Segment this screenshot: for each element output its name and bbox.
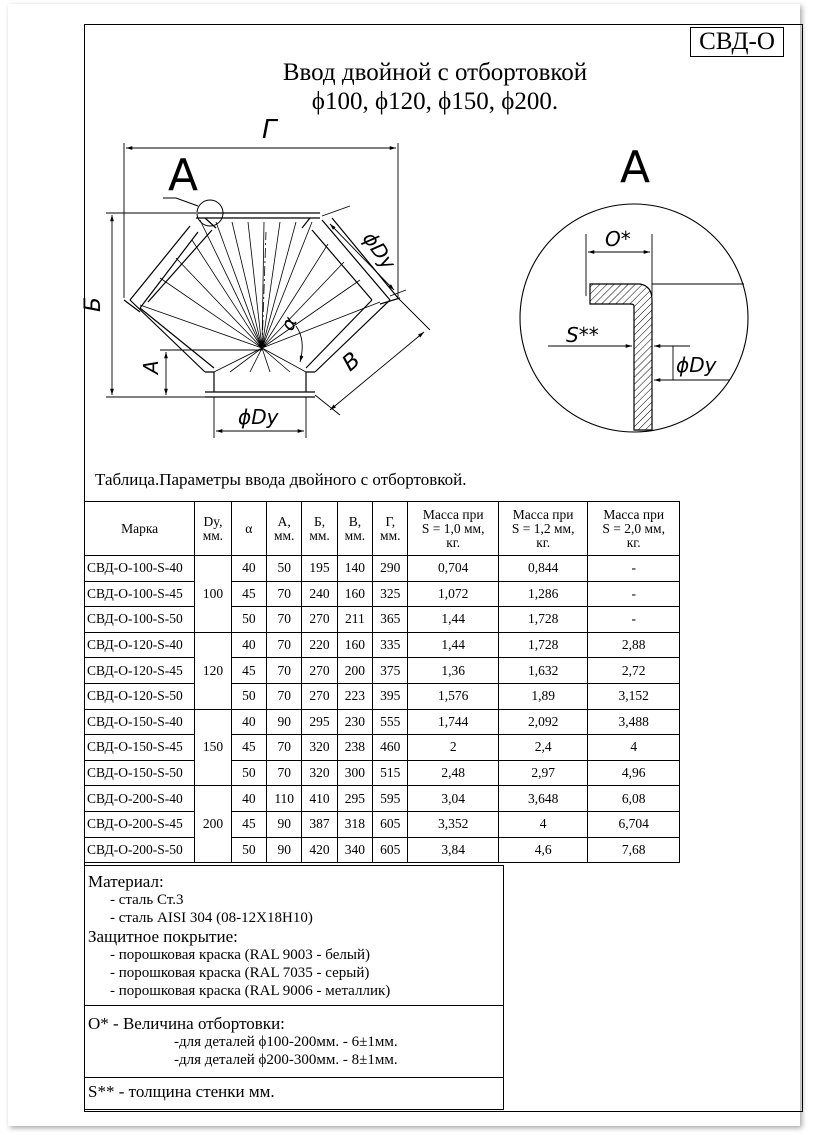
cell-g: 595	[373, 786, 408, 812]
parameters-table	[84, 501, 680, 863]
table-row	[85, 658, 680, 684]
dimension-a-label: A	[139, 360, 163, 374]
cell-b: 320	[302, 735, 337, 761]
cell-b: 410	[302, 786, 337, 812]
cell-a: 70	[267, 683, 302, 709]
dimension-v-label: В	[337, 347, 366, 377]
cell-m10: 3,04	[408, 786, 498, 812]
cell-m10: 1,576	[408, 683, 498, 709]
header-v: В, мм.	[337, 502, 372, 556]
table-row	[85, 581, 680, 607]
cell-b: 295	[302, 709, 337, 735]
table-row	[85, 760, 680, 786]
cell-alpha: 45	[231, 581, 266, 607]
detail-view-a	[520, 142, 748, 432]
header-a: А, мм.	[267, 502, 302, 556]
cell-m20: 4,96	[588, 760, 680, 786]
cell-a: 70	[267, 735, 302, 761]
header-alpha: α	[231, 502, 266, 556]
cell-v: 223	[337, 683, 372, 709]
cell-dy: 200	[195, 786, 231, 863]
cell-m12: 3,648	[498, 786, 587, 812]
table-row	[85, 735, 680, 761]
cell-v: 238	[337, 735, 372, 761]
cell-v: 230	[337, 709, 372, 735]
cell-b: 420	[302, 837, 337, 863]
view-label-a: A	[168, 150, 199, 201]
table-row	[85, 709, 680, 735]
cell-m12: 2,092	[498, 709, 587, 735]
cell-b: 240	[302, 581, 337, 607]
detail-dim-o: O*	[605, 227, 631, 251]
cell-m12: 1,632	[498, 658, 587, 684]
flange-note-line: -для деталей ϕ100-200мм. - 6±1мм.	[174, 1034, 398, 1050]
cell-v: 340	[337, 837, 372, 863]
cell-m12: 1,286	[498, 581, 587, 607]
cell-mark: СВД-О-150-S-40	[85, 709, 195, 735]
header-b: Б, мм.	[302, 502, 337, 556]
cell-g: 395	[373, 683, 408, 709]
cell-m20: 3,488	[588, 709, 680, 735]
coating-item: - порошковая краска (RAL 9006 - металлик)	[110, 983, 391, 999]
cell-alpha: 50	[231, 760, 266, 786]
cell-g: 290	[373, 556, 408, 582]
cell-a: 70	[267, 760, 302, 786]
cell-mark: СВД-О-150-S-50	[85, 760, 195, 786]
detail-dim-s: S**	[566, 323, 599, 347]
cell-alpha: 40	[231, 709, 266, 735]
dimension-alpha-label: α	[276, 313, 302, 335]
cell-m20: -	[588, 581, 680, 607]
cell-g: 375	[373, 658, 408, 684]
table-row	[85, 811, 680, 837]
cell-g: 605	[373, 837, 408, 863]
cell-g: 460	[373, 735, 408, 761]
header-mark: Марка	[85, 502, 195, 556]
table-caption: Таблица.Параметры ввода двойного с отбортовкой.	[95, 470, 467, 489]
cell-m10: 1,36	[408, 658, 498, 684]
cell-m12: 0,844	[498, 556, 587, 582]
flange-note-title: О* - Величина отбортовки:	[88, 1014, 285, 1033]
cell-v: 160	[337, 581, 372, 607]
cell-b: 270	[302, 658, 337, 684]
cell-m10: 1,744	[408, 709, 498, 735]
cell-a: 70	[267, 658, 302, 684]
cell-g: 605	[373, 811, 408, 837]
cell-m10: 0,704	[408, 556, 498, 582]
header-g: Г, мм.	[373, 502, 408, 556]
cell-alpha: 50	[231, 837, 266, 863]
thickness-note: S** - толщина стенки мм.	[88, 1082, 275, 1101]
cell-mark: СВД-О-120-S-40	[85, 632, 195, 658]
header-dy: Dy, мм.	[195, 502, 231, 556]
cell-v: 140	[337, 556, 372, 582]
cell-m12: 4,6	[498, 837, 587, 863]
title-line-1: Ввод двойной с отбортовкой	[282, 59, 588, 86]
coating-item: - порошковая краска (RAL 9003 - белый)	[110, 947, 370, 963]
cell-m20: 6,704	[588, 811, 680, 837]
table-row	[85, 632, 680, 658]
table-row	[85, 786, 680, 812]
cell-a: 90	[267, 811, 302, 837]
cell-m20: 4	[588, 735, 680, 761]
main-drawing	[0, 0, 813, 470]
cell-v: 295	[337, 786, 372, 812]
cell-g: 555	[373, 709, 408, 735]
detail-label-a: A	[620, 142, 651, 193]
cell-g: 365	[373, 607, 408, 633]
material-box	[84, 865, 504, 1006]
flange-note-box	[84, 1006, 504, 1078]
cell-m12: 2,97	[498, 760, 587, 786]
cell-m12: 1,89	[498, 683, 587, 709]
cell-mark: СВД-О-200-S-50	[85, 837, 195, 863]
cell-alpha: 50	[231, 683, 266, 709]
cell-a: 70	[267, 607, 302, 633]
cell-alpha: 45	[231, 735, 266, 761]
cell-v: 200	[337, 658, 372, 684]
cell-dy: 100	[195, 556, 231, 633]
table-row	[85, 837, 680, 863]
coating-item: - порошковая краска (RAL 7035 - серый)	[110, 965, 370, 981]
cell-a: 70	[267, 632, 302, 658]
cell-m20: -	[588, 607, 680, 633]
thickness-note-box	[84, 1078, 504, 1110]
cell-g: 515	[373, 760, 408, 786]
cell-alpha: 40	[231, 786, 266, 812]
coating-title: Защитное покрытие:	[88, 927, 238, 946]
cell-a: 90	[267, 709, 302, 735]
cell-m10: 1,44	[408, 632, 498, 658]
cell-m20: 6,08	[588, 786, 680, 812]
cell-m12: 1,728	[498, 607, 587, 633]
cell-m20: -	[588, 556, 680, 582]
cell-a: 50	[267, 556, 302, 582]
cell-m10: 1,44	[408, 607, 498, 633]
cell-alpha: 40	[231, 556, 266, 582]
cell-b: 195	[302, 556, 337, 582]
title-line-2: ϕ100, ϕ120, ϕ150, ϕ200.	[311, 88, 559, 115]
cell-m10: 3,352	[408, 811, 498, 837]
cell-b: 220	[302, 632, 337, 658]
cell-dy: 120	[195, 632, 231, 709]
table-header-row	[85, 502, 680, 556]
header-mass-2-0: Масса при S = 2,0 мм, кг.	[588, 502, 680, 556]
cell-a: 110	[267, 786, 302, 812]
dimension-v	[315, 298, 430, 415]
cell-mark: СВД-О-100-S-45	[85, 581, 195, 607]
cell-a: 70	[267, 581, 302, 607]
cell-a: 90	[267, 837, 302, 863]
header-mass-1-0: Масса при S = 1,0 мм, кг.	[408, 502, 498, 556]
cell-m20: 2,72	[588, 658, 680, 684]
cell-alpha: 45	[231, 658, 266, 684]
cell-mark: СВД-О-120-S-50	[85, 683, 195, 709]
material-item: - сталь AISI 304 (08-12Х18Н10)	[110, 910, 313, 926]
detail-dim-dy: ϕDy	[676, 353, 717, 377]
cell-m10: 2	[408, 735, 498, 761]
cell-g: 335	[373, 632, 408, 658]
cell-m10: 2,48	[408, 760, 498, 786]
cell-m12: 1,728	[498, 632, 587, 658]
dimension-g-label: Г	[262, 115, 277, 145]
cell-g: 325	[373, 581, 408, 607]
cell-mark: СВД-О-200-S-40	[85, 786, 195, 812]
cell-m12: 2,4	[498, 735, 587, 761]
cell-v: 318	[337, 811, 372, 837]
cell-b: 270	[302, 607, 337, 633]
notes-block	[84, 865, 504, 1110]
material-title: Материал:	[88, 872, 164, 891]
cell-alpha: 40	[231, 632, 266, 658]
table-row	[85, 683, 680, 709]
table-row	[85, 607, 680, 633]
wall-section	[590, 284, 652, 430]
dimension-dy-side-label: ϕDy	[357, 227, 401, 274]
dimension-b-label: Б	[81, 296, 106, 312]
cell-m20: 2,88	[588, 632, 680, 658]
header-mass-1-2: Масса при S = 1,2 мм, кг.	[498, 502, 587, 556]
cell-v: 160	[337, 632, 372, 658]
cell-alpha: 45	[231, 811, 266, 837]
material-item: - сталь Ст.3	[110, 892, 184, 908]
cell-m10: 1,072	[408, 581, 498, 607]
cell-mark: СВД-О-120-S-45	[85, 658, 195, 684]
cell-v: 211	[337, 607, 372, 633]
table-body	[85, 556, 680, 863]
table-row	[85, 556, 680, 582]
cell-mark: СВД-О-100-S-40	[85, 556, 195, 582]
cell-mark: СВД-О-100-S-50	[85, 607, 195, 633]
cell-mark: СВД-О-200-S-45	[85, 811, 195, 837]
cell-v: 300	[337, 760, 372, 786]
cell-m20: 3,152	[588, 683, 680, 709]
cell-m12: 4	[498, 811, 587, 837]
cell-m10: 3,84	[408, 837, 498, 863]
flange-note-line: -для деталей ϕ200-300мм. - 8±1мм.	[174, 1052, 398, 1068]
cell-b: 320	[302, 760, 337, 786]
title-stamp: СВД-О	[690, 27, 784, 57]
cell-b: 270	[302, 683, 337, 709]
cell-dy: 150	[195, 709, 231, 786]
cell-m20: 7,68	[588, 837, 680, 863]
dimension-dy-bottom-label: ϕDy	[238, 405, 279, 429]
cell-b: 387	[302, 811, 337, 837]
cell-mark: СВД-О-150-S-45	[85, 735, 195, 761]
cell-alpha: 50	[231, 607, 266, 633]
